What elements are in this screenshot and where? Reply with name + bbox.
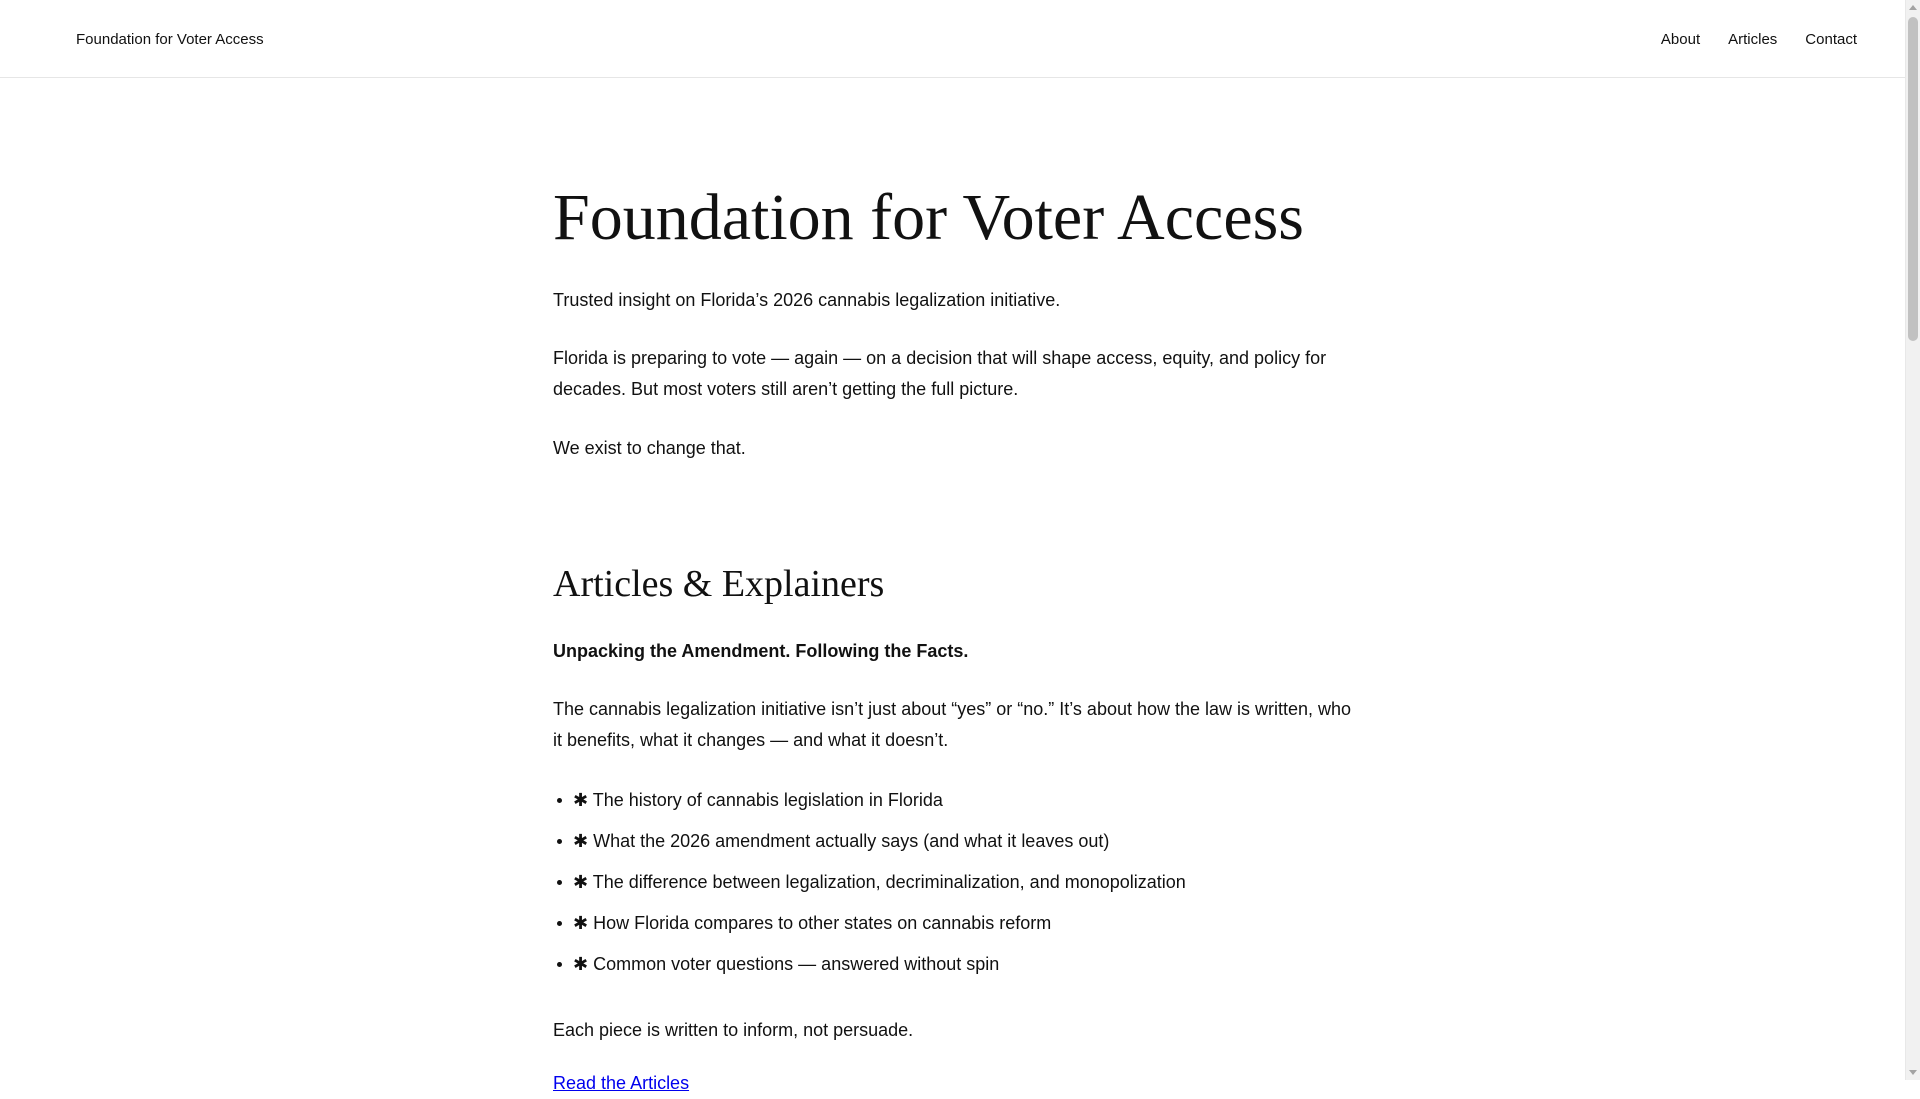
articles-section-title: Articles & Explainers bbox=[553, 563, 885, 605]
read-articles-link[interactable]: Read the Articles bbox=[553, 1073, 690, 1093]
hero-tagline: Trusted insight on Florida’s 2026 cannabis legalization initiative. bbox=[553, 290, 1061, 310]
articles-closing: Each piece is written to inform, not persuade. bbox=[553, 1020, 914, 1040]
vertical-scrollbar[interactable] bbox=[1905, 0, 1920, 1080]
hero-mission: We exist to change that. bbox=[553, 438, 746, 458]
list-item: ✱ What the 2026 amendment actually says (and what it leaves out) bbox=[573, 821, 1353, 862]
nav-link-contact[interactable]: Contact bbox=[1805, 31, 1857, 48]
topics-list bbox=[553, 780, 1353, 985]
list-item: ✱ The history of cannabis legislation in Florida bbox=[573, 780, 1353, 821]
scrollbar-thumb[interactable] bbox=[1908, 17, 1918, 341]
nav-link-articles[interactable]: Articles bbox=[1728, 31, 1778, 48]
scroll-up-arrow-icon[interactable] bbox=[1909, 5, 1917, 10]
nav-link-about[interactable]: About bbox=[1660, 31, 1701, 48]
list-item: ✱ Common voter questions — answered without spin bbox=[573, 944, 1353, 985]
list-item: ✱ The difference between legalization, decriminalization, and monopolization bbox=[573, 862, 1353, 903]
site-header bbox=[0, 0, 1905, 78]
articles-subtitle: Unpacking the Amendment. Following the Facts. bbox=[553, 641, 969, 661]
hero-intro: Florida is preparing to vote — again — on a decision that will shape access, equity, and policy for decades. But most voters still aren’t getting the full picture. bbox=[553, 348, 1327, 399]
scroll-down-arrow-icon[interactable] bbox=[1909, 1070, 1917, 1075]
list-item: ✱ How Florida compares to other states on cannabis reform bbox=[573, 903, 1353, 944]
articles-description: The cannabis legalization initiative isn’t just about “yes” or “no.” It’s about how the law is written, who it benefits, what it changes — and what it doesn’t. bbox=[553, 699, 1352, 750]
site-title-link[interactable]: Foundation for Voter Access bbox=[76, 31, 264, 48]
page-title: Foundation for Voter Access bbox=[553, 181, 1304, 254]
main-navigation bbox=[1661, 30, 1857, 50]
